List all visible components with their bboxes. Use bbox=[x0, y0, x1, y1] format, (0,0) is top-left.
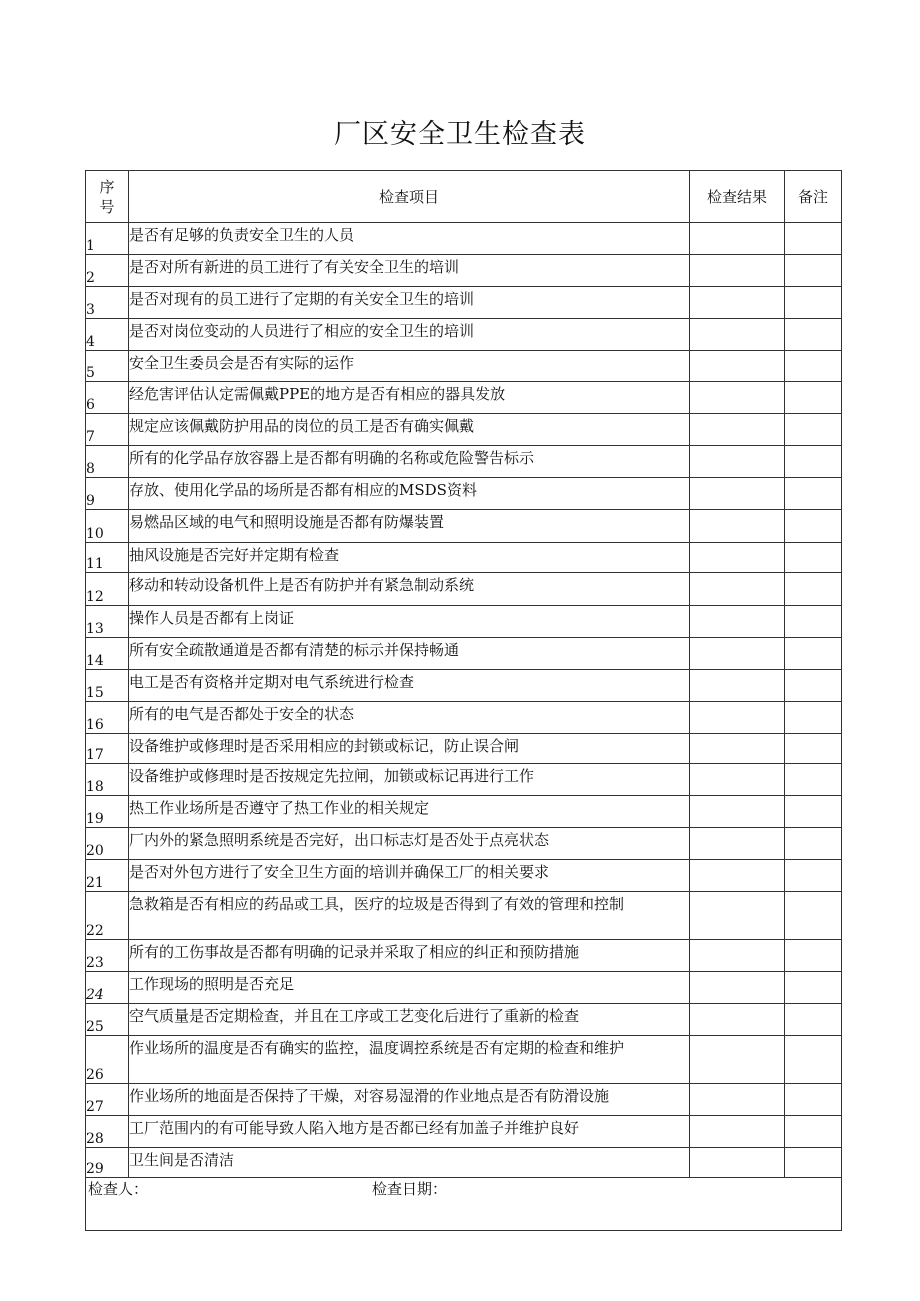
remark-cell[interactable] bbox=[785, 860, 842, 892]
row-number: 25 bbox=[86, 1004, 129, 1036]
row-number: 12 bbox=[86, 573, 129, 606]
table-row bbox=[86, 1084, 842, 1116]
remark-cell[interactable] bbox=[785, 319, 842, 351]
check-item: 存放、使用化学品的场所是否都有相应的MSDS资料 bbox=[129, 478, 690, 510]
table-row bbox=[86, 1148, 842, 1178]
result-cell[interactable] bbox=[690, 223, 785, 255]
table-row bbox=[86, 382, 842, 414]
row-number: 22 bbox=[86, 892, 129, 940]
remark-cell[interactable] bbox=[785, 382, 842, 414]
table-row bbox=[86, 478, 842, 510]
check-item: 急救箱是否有相应的药品或工具，医疗的垃圾是否得到了有效的管理和控制 bbox=[129, 892, 690, 940]
check-item: 是否对岗位变动的人员进行了相应的安全卫生的培训 bbox=[129, 319, 690, 351]
row-number: 15 bbox=[86, 670, 129, 702]
result-cell[interactable] bbox=[690, 255, 785, 287]
row-number: 11 bbox=[86, 543, 129, 573]
check-item: 规定应该佩戴防护用品的岗位的员工是否有确实佩戴 bbox=[129, 414, 690, 446]
table-row bbox=[86, 255, 842, 287]
remark-cell[interactable] bbox=[785, 446, 842, 478]
remark-cell[interactable] bbox=[785, 351, 842, 382]
table-row bbox=[86, 670, 842, 702]
table-row bbox=[86, 543, 842, 573]
check-item: 移动和转动设备机件上是否有防护并有紧急制动系统 bbox=[129, 573, 690, 606]
row-number: 26 bbox=[86, 1036, 129, 1084]
check-item: 作业场所的地面是否保持了干燥，对容易湿滑的作业地点是否有防滑设施 bbox=[129, 1084, 690, 1116]
row-number: 2 bbox=[86, 255, 129, 287]
header-item: 检查项目 bbox=[129, 171, 690, 223]
result-cell[interactable] bbox=[690, 940, 785, 972]
header-remark: 备注 bbox=[785, 171, 842, 223]
row-number: 20 bbox=[86, 828, 129, 860]
row-number: 5 bbox=[86, 351, 129, 382]
table-row bbox=[86, 510, 842, 543]
check-item: 所有的电气是否都处于安全的状态 bbox=[129, 702, 690, 734]
header-seq-line2: 号 bbox=[99, 197, 115, 216]
check-item: 是否对外包方进行了安全卫生方面的培训并确保工厂的相关要求 bbox=[129, 860, 690, 892]
check-item: 是否对所有新进的员工进行了有关安全卫生的培训 bbox=[129, 255, 690, 287]
row-number: 19 bbox=[86, 796, 129, 828]
row-number: 3 bbox=[86, 287, 129, 319]
row-number: 18 bbox=[86, 764, 129, 796]
result-cell[interactable] bbox=[690, 319, 785, 351]
row-number: 9 bbox=[86, 478, 129, 510]
row-number: 21 bbox=[86, 860, 129, 892]
remark-cell[interactable] bbox=[785, 638, 842, 670]
row-number: 1 bbox=[86, 223, 129, 255]
result-cell[interactable] bbox=[690, 446, 785, 478]
remark-cell[interactable] bbox=[785, 1116, 842, 1148]
remark-cell[interactable] bbox=[785, 828, 842, 860]
table-row bbox=[86, 972, 842, 1004]
result-cell[interactable] bbox=[690, 670, 785, 702]
check-item: 工作现场的照明是否充足 bbox=[129, 972, 690, 1004]
table-row bbox=[86, 351, 842, 382]
row-number: 6 bbox=[86, 382, 129, 414]
check-item: 是否有足够的负责安全卫生的人员 bbox=[129, 223, 690, 255]
row-number: 24 bbox=[86, 972, 129, 1004]
result-cell[interactable] bbox=[690, 287, 785, 319]
check-item: 经危害评估认定需佩戴PPE的地方是否有相应的器具发放 bbox=[129, 382, 690, 414]
footer-row bbox=[86, 1178, 842, 1231]
row-number: 14 bbox=[86, 638, 129, 670]
remark-cell[interactable] bbox=[785, 573, 842, 606]
remark-cell[interactable] bbox=[785, 796, 842, 828]
result-cell[interactable] bbox=[690, 1084, 785, 1116]
check-item: 设备维护或修理时是否按规定先拉闸，加锁或标记再进行工作 bbox=[129, 764, 690, 796]
remark-cell[interactable] bbox=[785, 1148, 842, 1178]
header-row bbox=[86, 171, 842, 223]
row-number: 10 bbox=[86, 510, 129, 543]
remark-cell[interactable] bbox=[785, 670, 842, 702]
row-number: 8 bbox=[86, 446, 129, 478]
remark-cell[interactable] bbox=[785, 940, 842, 972]
result-cell[interactable] bbox=[690, 972, 785, 1004]
result-cell[interactable] bbox=[690, 414, 785, 446]
inspector-label: 检查人： bbox=[88, 1180, 149, 1198]
row-number: 28 bbox=[86, 1116, 129, 1148]
row-number: 7 bbox=[86, 414, 129, 446]
table-body bbox=[86, 223, 842, 1178]
result-cell[interactable] bbox=[690, 796, 785, 828]
header-seq-line1: 序 bbox=[99, 177, 115, 196]
check-item: 所有的化学品存放容器上是否都有明确的名称或危险警告标示 bbox=[129, 446, 690, 478]
check-item: 所有的工伤事故是否都有明确的记录并采取了相应的纠正和预防措施 bbox=[129, 940, 690, 972]
remark-cell[interactable] bbox=[785, 972, 842, 1004]
result-cell[interactable] bbox=[690, 478, 785, 510]
check-item: 设备维护或修理时是否采用相应的封锁或标记，防止误合闸 bbox=[129, 734, 690, 764]
remark-cell[interactable] bbox=[785, 287, 842, 319]
remark-cell[interactable] bbox=[785, 734, 842, 764]
result-cell[interactable] bbox=[690, 606, 785, 638]
footer-cell bbox=[86, 1178, 842, 1231]
check-item: 易燃品区域的电气和照明设施是否都有防爆装置 bbox=[129, 510, 690, 543]
remark-cell[interactable] bbox=[785, 1004, 842, 1036]
table-row bbox=[86, 828, 842, 860]
table-row bbox=[86, 223, 842, 255]
table-row bbox=[86, 573, 842, 606]
table-row bbox=[86, 796, 842, 828]
check-item: 作业场所的温度是否有确实的监控，温度调控系统是否有定期的检查和维护 bbox=[129, 1036, 690, 1084]
check-item: 卫生间是否清洁 bbox=[129, 1148, 690, 1178]
table-row bbox=[86, 446, 842, 478]
page-title: 厂区安全卫生检查表 bbox=[334, 119, 586, 150]
table-row bbox=[86, 287, 842, 319]
remark-cell[interactable] bbox=[785, 510, 842, 543]
result-cell[interactable] bbox=[690, 1116, 785, 1148]
remark-cell[interactable] bbox=[785, 764, 842, 796]
remark-cell[interactable] bbox=[785, 702, 842, 734]
row-number: 17 bbox=[86, 734, 129, 764]
row-number: 4 bbox=[86, 319, 129, 351]
table-row bbox=[86, 638, 842, 670]
result-cell[interactable] bbox=[690, 510, 785, 543]
check-item: 空气质量是否定期检查，并且在工序或工艺变化后进行了重新的检查 bbox=[129, 1004, 690, 1036]
remark-cell[interactable] bbox=[785, 1084, 842, 1116]
row-number: 29 bbox=[86, 1148, 129, 1178]
result-cell[interactable] bbox=[690, 702, 785, 734]
remark-cell[interactable] bbox=[785, 543, 842, 573]
result-cell[interactable] bbox=[690, 543, 785, 573]
remark-cell[interactable] bbox=[785, 606, 842, 638]
check-item: 工厂范围内的有可能导致人陷入地方是否都已经有加盖子并维护良好 bbox=[129, 1116, 690, 1148]
result-cell[interactable] bbox=[690, 638, 785, 670]
remark-cell[interactable] bbox=[785, 892, 842, 940]
result-cell[interactable] bbox=[690, 382, 785, 414]
remark-cell[interactable] bbox=[785, 255, 842, 287]
remark-cell[interactable] bbox=[785, 223, 842, 255]
inspection-table bbox=[85, 170, 842, 1231]
row-number: 13 bbox=[86, 606, 129, 638]
table-row bbox=[86, 319, 842, 351]
table-row bbox=[86, 606, 842, 638]
inspection-date-label: 检查日期： bbox=[372, 1180, 448, 1198]
check-item: 热工作业场所是否遵守了热工作业的相关规定 bbox=[129, 796, 690, 828]
check-item: 电工是否有资格并定期对电气系统进行检查 bbox=[129, 670, 690, 702]
result-cell[interactable] bbox=[690, 351, 785, 382]
check-item: 安全卫生委员会是否有实际的运作 bbox=[129, 351, 690, 382]
table-row bbox=[86, 1036, 842, 1084]
header-seq bbox=[86, 171, 129, 223]
result-cell[interactable] bbox=[690, 860, 785, 892]
table-row bbox=[86, 940, 842, 972]
table-row bbox=[86, 734, 842, 764]
table-row bbox=[86, 702, 842, 734]
check-item: 操作人员是否都有上岗证 bbox=[129, 606, 690, 638]
result-cell[interactable] bbox=[690, 1036, 785, 1084]
table-row bbox=[86, 1116, 842, 1148]
result-cell[interactable] bbox=[690, 1148, 785, 1178]
result-cell[interactable] bbox=[690, 828, 785, 860]
row-number: 16 bbox=[86, 702, 129, 734]
header-result: 检查结果 bbox=[690, 171, 785, 223]
result-cell[interactable] bbox=[690, 573, 785, 606]
table-row bbox=[86, 414, 842, 446]
table-row bbox=[86, 892, 842, 940]
check-item: 是否对现有的员工进行了定期的有关安全卫生的培训 bbox=[129, 287, 690, 319]
remark-cell[interactable] bbox=[785, 478, 842, 510]
result-cell[interactable] bbox=[690, 892, 785, 940]
table-row bbox=[86, 764, 842, 796]
table-row bbox=[86, 860, 842, 892]
remark-cell[interactable] bbox=[785, 1036, 842, 1084]
check-item: 抽风设施是否完好并定期有检查 bbox=[129, 543, 690, 573]
remark-cell[interactable] bbox=[785, 414, 842, 446]
check-item: 所有安全疏散通道是否都有清楚的标示并保持畅通 bbox=[129, 638, 690, 670]
result-cell[interactable] bbox=[690, 764, 785, 796]
table-row bbox=[86, 1004, 842, 1036]
row-number: 27 bbox=[86, 1084, 129, 1116]
result-cell[interactable] bbox=[690, 734, 785, 764]
row-number: 23 bbox=[86, 940, 129, 972]
result-cell[interactable] bbox=[690, 1004, 785, 1036]
check-item: 厂内外的紧急照明系统是否完好，出口标志灯是否处于点亮状态 bbox=[129, 828, 690, 860]
